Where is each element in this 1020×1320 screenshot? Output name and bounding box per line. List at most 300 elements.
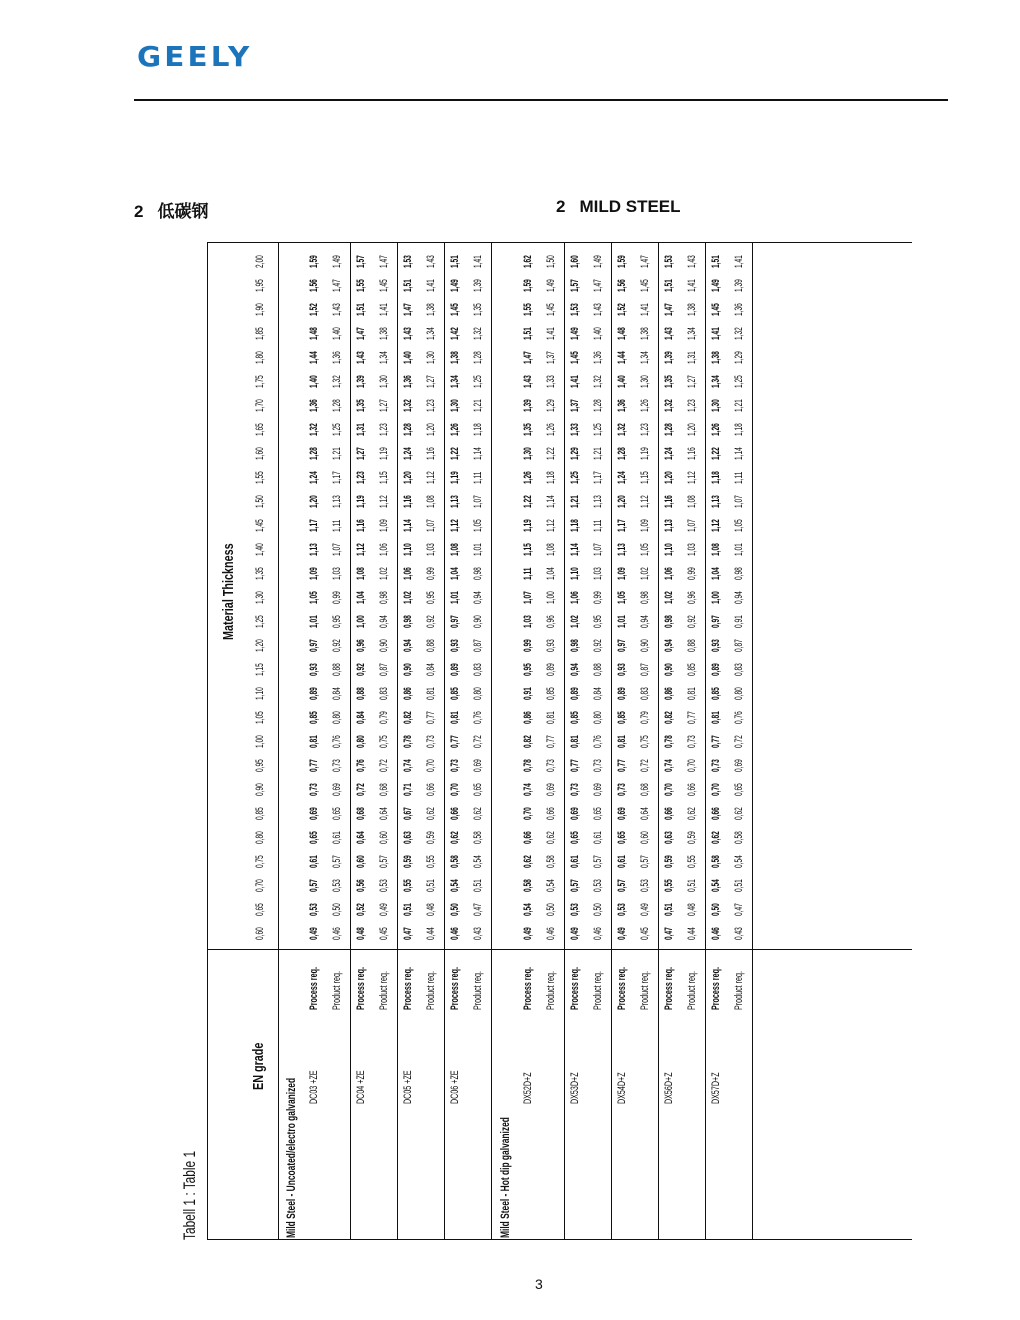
value-cell: 1,07	[331, 543, 343, 556]
value-cell: 0,94	[663, 639, 675, 652]
value-cell: 1,29	[545, 399, 557, 412]
value-cell: 0,89	[569, 687, 581, 700]
value-cell: 0,99	[425, 567, 437, 580]
value-cell: 0,66	[686, 783, 698, 796]
value-cell: 1,17	[616, 519, 628, 532]
value-cell: 0,69	[331, 783, 343, 796]
value-cell: 1,21	[569, 495, 581, 508]
value-cell: 0,50	[592, 903, 604, 916]
section-title-en	[556, 197, 681, 217]
value-cell: 0,92	[425, 615, 437, 628]
value-cell: 0,88	[425, 639, 437, 652]
value-cell: 1,43	[663, 327, 675, 340]
value-cell: 0,73	[308, 783, 320, 796]
value-cell: 0,84	[592, 687, 604, 700]
thickness-header-cell: 0,65	[254, 903, 266, 916]
value-cell: 0,50	[710, 903, 722, 916]
value-cell: 0,89	[308, 687, 320, 700]
value-cell: 1,28	[308, 447, 320, 460]
value-cell: 1,28	[472, 351, 484, 364]
grade-name: DX54D+Z	[616, 1072, 628, 1104]
value-cell: 0,62	[710, 831, 722, 844]
value-cell: 0,98	[402, 615, 414, 628]
value-cell: 0,86	[663, 687, 675, 700]
value-cell: 1,60	[569, 255, 581, 268]
value-cell: 0,58	[449, 855, 461, 868]
requirement-label: Product req.	[545, 971, 557, 1010]
table-row	[468, 242, 492, 1240]
value-cell: 1,27	[686, 375, 698, 388]
value-cell: 1,34	[686, 327, 698, 340]
value-cell: 0,62	[733, 807, 745, 820]
value-cell: 0,73	[545, 759, 557, 772]
value-cell: 0,46	[592, 927, 604, 940]
grade-name: DC04 +ZE	[355, 1070, 367, 1104]
value-cell: 0,68	[355, 807, 367, 820]
value-cell: 1,45	[449, 303, 461, 316]
value-cell: 1,13	[308, 543, 320, 556]
value-cell: 0,83	[472, 663, 484, 676]
value-cell: 1,48	[616, 327, 628, 340]
value-cell: 0,96	[355, 639, 367, 652]
value-cell: 0,70	[710, 783, 722, 796]
value-cell: 0,96	[686, 591, 698, 604]
value-cell: 1,19	[378, 447, 390, 460]
value-cell: 1,01	[616, 615, 628, 628]
value-cell: 1,33	[545, 375, 557, 388]
value-cell: 1,38	[449, 351, 461, 364]
value-cell: 1,02	[569, 615, 581, 628]
requirement-label: Process req.	[308, 967, 320, 1010]
value-cell: 1,09	[616, 567, 628, 580]
table-row	[682, 242, 706, 1240]
value-cell: 0,94	[378, 615, 390, 628]
value-cell: 1,38	[425, 303, 437, 316]
value-cell: 0,61	[592, 831, 604, 844]
value-cell: 1,32	[402, 399, 414, 412]
value-cell: 1,22	[522, 495, 534, 508]
table-row	[706, 242, 729, 1240]
thickness-header-cell: 1,40	[254, 543, 266, 556]
value-cell: 1,13	[449, 495, 461, 508]
value-cell: 1,02	[402, 591, 414, 604]
value-cell: 0,69	[472, 759, 484, 772]
value-cell: 0,65	[308, 831, 320, 844]
value-cell: 0,65	[616, 831, 628, 844]
value-cell: 0,97	[449, 615, 461, 628]
value-cell: 0,73	[686, 735, 698, 748]
value-cell: 1,41	[710, 327, 722, 340]
value-cell: 0,68	[378, 783, 390, 796]
value-cell: 1,27	[425, 375, 437, 388]
value-cell: 1,27	[355, 447, 367, 460]
thickness-header-cell: 1,95	[254, 279, 266, 292]
value-cell: 0,54	[449, 879, 461, 892]
value-cell: 0,51	[686, 879, 698, 892]
thickness-header-cell: 1,50	[254, 495, 266, 508]
value-cell: 0,85	[449, 687, 461, 700]
value-cell: 0,99	[686, 567, 698, 580]
value-cell: 1,28	[616, 447, 628, 460]
value-cell: 0,92	[592, 639, 604, 652]
value-cell: 0,82	[522, 735, 534, 748]
value-cell: 0,93	[449, 639, 461, 652]
value-cell: 1,03	[331, 567, 343, 580]
value-cell: 1,47	[592, 279, 604, 292]
value-cell: 1,59	[308, 255, 320, 268]
value-cell: 0,47	[663, 927, 675, 940]
value-cell: 0,79	[639, 711, 651, 724]
thickness-header-cell: 1,05	[254, 711, 266, 724]
value-cell: 1,38	[710, 351, 722, 364]
value-cell: 0,69	[569, 807, 581, 820]
value-cell: 0,73	[331, 759, 343, 772]
value-cell: 0,69	[733, 759, 745, 772]
value-cell: 1,21	[331, 447, 343, 460]
value-cell: 0,88	[331, 663, 343, 676]
value-cell: 0,59	[686, 831, 698, 844]
value-cell: 0,94	[569, 663, 581, 676]
value-cell: 0,61	[616, 855, 628, 868]
value-cell: 0,61	[308, 855, 320, 868]
requirement-label: Process req.	[569, 967, 581, 1010]
value-cell: 0,87	[639, 663, 651, 676]
value-cell: 0,72	[639, 759, 651, 772]
value-cell: 0,91	[522, 687, 534, 700]
value-cell: 1,32	[592, 375, 604, 388]
value-cell: 1,13	[592, 495, 604, 508]
value-cell: 1,51	[663, 279, 675, 292]
value-cell: 1,29	[569, 447, 581, 460]
requirement-label: Product req.	[733, 971, 745, 1010]
value-cell: 1,39	[663, 351, 675, 364]
value-cell: 0,77	[686, 711, 698, 724]
value-cell: 1,26	[710, 423, 722, 436]
value-cell: 1,49	[331, 255, 343, 268]
value-cell: 1,12	[639, 495, 651, 508]
value-cell: 0,53	[331, 879, 343, 892]
value-cell: 0,94	[402, 639, 414, 652]
value-cell: 1,20	[402, 471, 414, 484]
value-cell: 0,49	[378, 903, 390, 916]
value-cell: 1,43	[592, 303, 604, 316]
table-row	[729, 242, 753, 1240]
value-cell: 1,25	[569, 471, 581, 484]
value-cell: 1,21	[592, 447, 604, 460]
value-cell: 1,35	[355, 399, 367, 412]
value-cell: 1,55	[355, 279, 367, 292]
value-cell: 1,52	[616, 303, 628, 316]
value-cell: 0,84	[331, 687, 343, 700]
value-cell: 1,12	[449, 519, 461, 532]
value-cell: 0,58	[522, 879, 534, 892]
value-cell: 0,76	[472, 711, 484, 724]
value-cell: 0,62	[522, 855, 534, 868]
value-cell: 0,92	[355, 663, 367, 676]
value-cell: 0,61	[331, 831, 343, 844]
value-cell: 0,97	[308, 639, 320, 652]
value-cell: 1,07	[472, 495, 484, 508]
requirement-label: Product req.	[425, 971, 437, 1010]
requirement-label: Process req.	[402, 967, 414, 1010]
value-cell: 1,49	[545, 279, 557, 292]
value-cell: 1,00	[355, 615, 367, 628]
value-cell: 1,53	[402, 255, 414, 268]
value-cell: 1,21	[472, 399, 484, 412]
grade-name: DX52D+Z	[522, 1072, 534, 1104]
value-cell: 1,32	[663, 399, 675, 412]
value-cell: 1,49	[592, 255, 604, 268]
value-cell: 1,43	[402, 327, 414, 340]
value-cell: 1,45	[710, 303, 722, 316]
value-cell: 0,46	[449, 927, 461, 940]
value-cell: 0,78	[522, 759, 534, 772]
value-cell: 1,18	[569, 519, 581, 532]
value-cell: 0,84	[425, 663, 437, 676]
thickness-header-cell: 1,85	[254, 327, 266, 340]
value-cell: 1,34	[639, 351, 651, 364]
thickness-header-cell: 0,60	[254, 927, 266, 940]
value-cell: 0,73	[616, 783, 628, 796]
value-cell: 1,32	[331, 375, 343, 388]
value-cell: 1,02	[378, 567, 390, 580]
value-cell: 1,08	[449, 543, 461, 556]
value-cell: 1,26	[545, 423, 557, 436]
value-cell: 0,58	[472, 831, 484, 844]
table-row	[659, 242, 682, 1240]
value-cell: 1,13	[663, 519, 675, 532]
value-cell: 0,62	[449, 831, 461, 844]
value-cell: 1,53	[663, 255, 675, 268]
value-cell: 1,08	[425, 495, 437, 508]
value-cell: 1,49	[710, 279, 722, 292]
value-cell: 1,21	[733, 399, 745, 412]
value-cell: 1,34	[449, 375, 461, 388]
value-cell: 0,50	[449, 903, 461, 916]
value-cell: 0,49	[522, 927, 534, 940]
geely-logo: GEELY	[137, 40, 253, 73]
value-cell: 0,98	[733, 567, 745, 580]
grade-name: DX56D+Z	[663, 1072, 675, 1104]
thickness-header-cell: 0,75	[254, 855, 266, 868]
value-cell: 0,70	[449, 783, 461, 796]
value-cell: 1,26	[449, 423, 461, 436]
value-cell: 0,89	[616, 687, 628, 700]
requirement-label: Process req.	[355, 967, 367, 1010]
value-cell: 1,16	[402, 495, 414, 508]
value-cell: 1,34	[378, 351, 390, 364]
thickness-header-cell: 0,90	[254, 783, 266, 796]
value-cell: 1,47	[663, 303, 675, 316]
value-cell: 1,14	[545, 495, 557, 508]
value-cell: 0,80	[592, 711, 604, 724]
thickness-header-cell: 0,85	[254, 807, 266, 820]
value-cell: 1,51	[402, 279, 414, 292]
value-cell: 1,12	[710, 519, 722, 532]
value-cell: 0,48	[425, 903, 437, 916]
value-cell: 1,22	[710, 447, 722, 460]
value-cell: 0,65	[569, 831, 581, 844]
value-cell: 0,92	[331, 639, 343, 652]
value-cell: 1,08	[710, 543, 722, 556]
value-cell: 0,77	[308, 759, 320, 772]
value-cell: 0,62	[472, 807, 484, 820]
value-cell: 1,06	[569, 591, 581, 604]
grade-name: DC03 +ZE	[308, 1070, 320, 1104]
table-row	[541, 242, 565, 1240]
value-cell: 0,48	[355, 927, 367, 940]
value-cell: 1,20	[308, 495, 320, 508]
value-cell: 1,40	[402, 351, 414, 364]
value-cell: 1,30	[425, 351, 437, 364]
value-cell: 1,01	[472, 543, 484, 556]
value-cell: 0,53	[569, 903, 581, 916]
table-row	[612, 242, 635, 1240]
value-cell: 0,46	[545, 927, 557, 940]
value-cell: 0,76	[733, 711, 745, 724]
value-cell: 1,37	[545, 351, 557, 364]
value-cell: 1,20	[616, 495, 628, 508]
value-cell: 1,23	[639, 423, 651, 436]
value-cell: 1,14	[402, 519, 414, 532]
value-cell: 1,39	[472, 279, 484, 292]
value-cell: 0,90	[639, 639, 651, 652]
value-cell: 1,31	[686, 351, 698, 364]
value-cell: 1,25	[733, 375, 745, 388]
value-cell: 0,88	[592, 663, 604, 676]
value-cell: 1,11	[522, 567, 534, 580]
section-heading-en: MILD STEEL	[579, 197, 681, 216]
value-cell: 0,64	[639, 807, 651, 820]
value-cell: 0,93	[616, 663, 628, 676]
value-cell: 1,47	[639, 255, 651, 268]
value-cell: 0,76	[355, 759, 367, 772]
value-cell: 0,77	[425, 711, 437, 724]
value-cell: 0,94	[639, 615, 651, 628]
value-cell: 1,07	[425, 519, 437, 532]
thickness-header-cell: 1,60	[254, 447, 266, 460]
value-cell: 1,36	[592, 351, 604, 364]
group-label: Mild Steel - Uncoated/electro galvanized	[284, 1077, 298, 1238]
value-cell: 0,50	[545, 903, 557, 916]
value-cell: 0,66	[710, 807, 722, 820]
value-cell: 0,46	[710, 927, 722, 940]
value-cell: 1,56	[308, 279, 320, 292]
value-cell: 0,73	[710, 759, 722, 772]
table-row	[398, 242, 421, 1240]
thickness-header-cell: 0,70	[254, 879, 266, 892]
value-cell: 1,10	[663, 543, 675, 556]
value-cell: 0,87	[733, 639, 745, 652]
value-cell: 0,95	[522, 663, 534, 676]
value-cell: 1,28	[402, 423, 414, 436]
value-cell: 0,59	[425, 831, 437, 844]
requirement-label: Process req.	[522, 967, 534, 1010]
requirement-label: Product req.	[378, 971, 390, 1010]
value-cell: 1,40	[331, 327, 343, 340]
value-cell: 1,51	[449, 255, 461, 268]
value-cell: 1,43	[331, 303, 343, 316]
value-cell: 1,06	[663, 567, 675, 580]
value-cell: 1,10	[402, 543, 414, 556]
value-cell: 1,22	[545, 447, 557, 460]
value-cell: 1,22	[449, 447, 461, 460]
rotated-thickness-table	[180, 240, 980, 1240]
value-cell: 0,88	[686, 639, 698, 652]
value-cell: 1,26	[639, 399, 651, 412]
value-cell: 0,73	[592, 759, 604, 772]
value-cell: 0,57	[592, 855, 604, 868]
value-cell: 1,47	[378, 255, 390, 268]
requirement-label: Process req.	[616, 967, 628, 1010]
page-number: 3	[535, 1276, 543, 1292]
value-cell: 0,64	[378, 807, 390, 820]
value-cell: 0,65	[472, 783, 484, 796]
value-cell: 0,99	[522, 639, 534, 652]
value-cell: 1,41	[378, 303, 390, 316]
value-cell: 0,63	[402, 831, 414, 844]
grade-name: DX53D+Z	[569, 1072, 581, 1104]
value-cell: 0,80	[733, 687, 745, 700]
value-cell: 0,45	[378, 927, 390, 940]
value-cell: 0,58	[545, 855, 557, 868]
value-cell: 0,70	[663, 783, 675, 796]
table-row	[445, 242, 468, 1240]
value-cell: 1,20	[425, 423, 437, 436]
value-cell: 0,82	[402, 711, 414, 724]
value-cell: 1,28	[592, 399, 604, 412]
value-cell: 1,00	[710, 591, 722, 604]
value-cell: 0,77	[569, 759, 581, 772]
value-cell: 1,23	[378, 423, 390, 436]
value-cell: 1,07	[522, 591, 534, 604]
value-cell: 0,44	[686, 927, 698, 940]
requirement-label: Process req.	[449, 967, 461, 1010]
value-cell: 0,60	[639, 831, 651, 844]
value-cell: 1,08	[686, 495, 698, 508]
value-cell: 1,06	[402, 567, 414, 580]
header-rule	[134, 99, 948, 101]
value-cell: 1,38	[639, 327, 651, 340]
value-cell: 0,77	[616, 759, 628, 772]
group-label: Mild Steel - Hot dip galvanized	[498, 1117, 512, 1238]
value-cell: 1,04	[710, 567, 722, 580]
value-cell: 0,59	[663, 855, 675, 868]
value-cell: 0,75	[378, 735, 390, 748]
value-cell: 0,66	[449, 807, 461, 820]
value-cell: 0,72	[733, 735, 745, 748]
value-cell: 1,43	[522, 375, 534, 388]
value-cell: 1,18	[710, 471, 722, 484]
value-cell: 0,88	[355, 687, 367, 700]
value-cell: 0,77	[710, 735, 722, 748]
value-cell: 0,98	[639, 591, 651, 604]
value-cell: 1,18	[733, 423, 745, 436]
value-cell: 1,02	[663, 591, 675, 604]
value-cell: 0,95	[425, 591, 437, 604]
value-cell: 0,70	[686, 759, 698, 772]
value-cell: 1,05	[472, 519, 484, 532]
value-cell: 1,16	[686, 447, 698, 460]
value-cell: 1,47	[402, 303, 414, 316]
value-cell: 1,62	[522, 255, 534, 268]
value-cell: 1,40	[592, 327, 604, 340]
value-cell: 0,74	[522, 783, 534, 796]
value-cell: 0,65	[592, 807, 604, 820]
thickness-header-cell: 2,00	[254, 255, 266, 268]
value-cell: 1,23	[355, 471, 367, 484]
thickness-header-cell: 1,10	[254, 687, 266, 700]
